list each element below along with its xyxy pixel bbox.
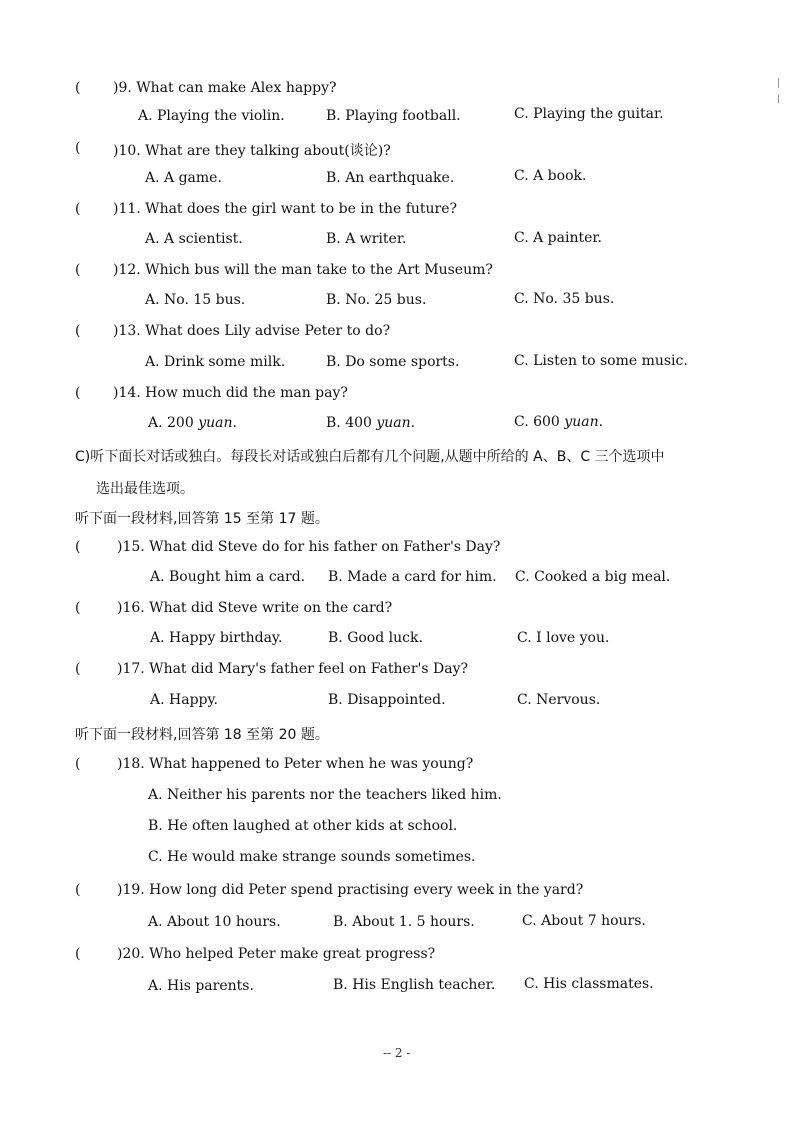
option-a: A. Happy. xyxy=(150,692,218,708)
option-b: B. Playing football. xyxy=(326,108,461,124)
option-b: B. His English teacher. xyxy=(333,977,496,993)
option-c: C. Cooked a big meal. xyxy=(515,569,671,585)
option-b: B. No. 25 bus. xyxy=(326,292,427,308)
question-9: )9. What can make Alex happy? xyxy=(113,80,337,96)
question-15: )15. What did Steve do for his father on Father's Day? xyxy=(117,539,501,555)
option-a: A. A game. xyxy=(145,170,222,186)
question-13: )13. What does Lily advise Peter to do? xyxy=(113,323,391,339)
option-c: C. Playing the guitar. xyxy=(514,106,664,122)
option-a: A. 200 yuan. xyxy=(148,415,237,431)
option-b: B. A writer. xyxy=(326,231,407,247)
question-14: )14. How much did the man pay? xyxy=(113,385,348,401)
option-c: C. He would make strange sounds sometimes. xyxy=(148,849,476,865)
option-a: A. His parents. xyxy=(148,978,254,994)
edge-mark xyxy=(778,95,779,103)
option-a: A. About 10 hours. xyxy=(148,914,281,930)
question-11: )11. What does the girl want to be in the future? xyxy=(113,201,458,217)
option-c: C. A book. xyxy=(514,168,587,184)
option-c: C. 600 yuan. xyxy=(514,414,604,430)
option-b: B. Good luck. xyxy=(328,630,423,646)
page-number: -- 2 - xyxy=(383,1046,411,1060)
option-a: A. A scientist. xyxy=(145,231,243,247)
question-10: )10. What are they talking about(谈论)? xyxy=(113,143,391,159)
option-a: A. Drink some milk. xyxy=(145,354,286,370)
option-a: A. Bought him a card. xyxy=(150,569,306,585)
option-c: C. Listen to some music. xyxy=(514,353,688,369)
option-c: C. Nervous. xyxy=(517,692,601,708)
option-b: B. He often laughed at other kids at school. xyxy=(148,818,458,834)
option-c: C. A painter. xyxy=(514,230,602,246)
option-a: A. Happy birthday. xyxy=(150,630,283,646)
group-heading: 听下面一段材料,回答第 15 至第 17 题。 xyxy=(75,511,329,527)
option-a: A. No. 15 bus. xyxy=(145,292,246,308)
question-16: )16. What did Steve write on the card? xyxy=(117,600,393,616)
option-a: A. Playing the violin. xyxy=(138,108,285,124)
option-b: B. About 1. 5 hours. xyxy=(333,914,475,930)
option-b: B. Do some sports. xyxy=(326,354,460,370)
option-a: A. Neither his parents nor the teachers liked him. xyxy=(148,787,502,803)
option-c: C. No. 35 bus. xyxy=(514,291,615,307)
option-c: C. His classmates. xyxy=(524,976,654,992)
group-heading: 听下面一段材料,回答第 18 至第 20 题。 xyxy=(75,727,329,743)
question-20: )20. Who helped Peter make great progress? xyxy=(117,946,436,962)
option-c: C. About 7 hours. xyxy=(522,913,646,929)
section-c-instruction: C)听下面长对话或独白。每段长对话或独白后都有几个问题,从题中所给的 A、B、C 三个选项中 xyxy=(75,449,665,465)
question-12: )12. Which bus will the man take to the Art Museum? xyxy=(113,262,493,278)
edge-mark xyxy=(778,78,779,88)
option-b: B. Disappointed. xyxy=(328,692,446,708)
option-b: B. An earthquake. xyxy=(326,170,455,186)
question-18: )18. What happened to Peter when he was young? xyxy=(117,756,474,772)
section-c-instruction-cont: 选出最佳选项。 xyxy=(96,481,194,497)
option-b: B. 400 yuan. xyxy=(326,415,416,431)
question-19: )19. How long did Peter spend practising every week in the yard? xyxy=(117,882,584,898)
question-17: )17. What did Mary's father feel on Father's Day? xyxy=(117,661,468,677)
option-c: C. I love you. xyxy=(517,630,610,646)
option-b: B. Made a card for him. xyxy=(328,569,497,585)
